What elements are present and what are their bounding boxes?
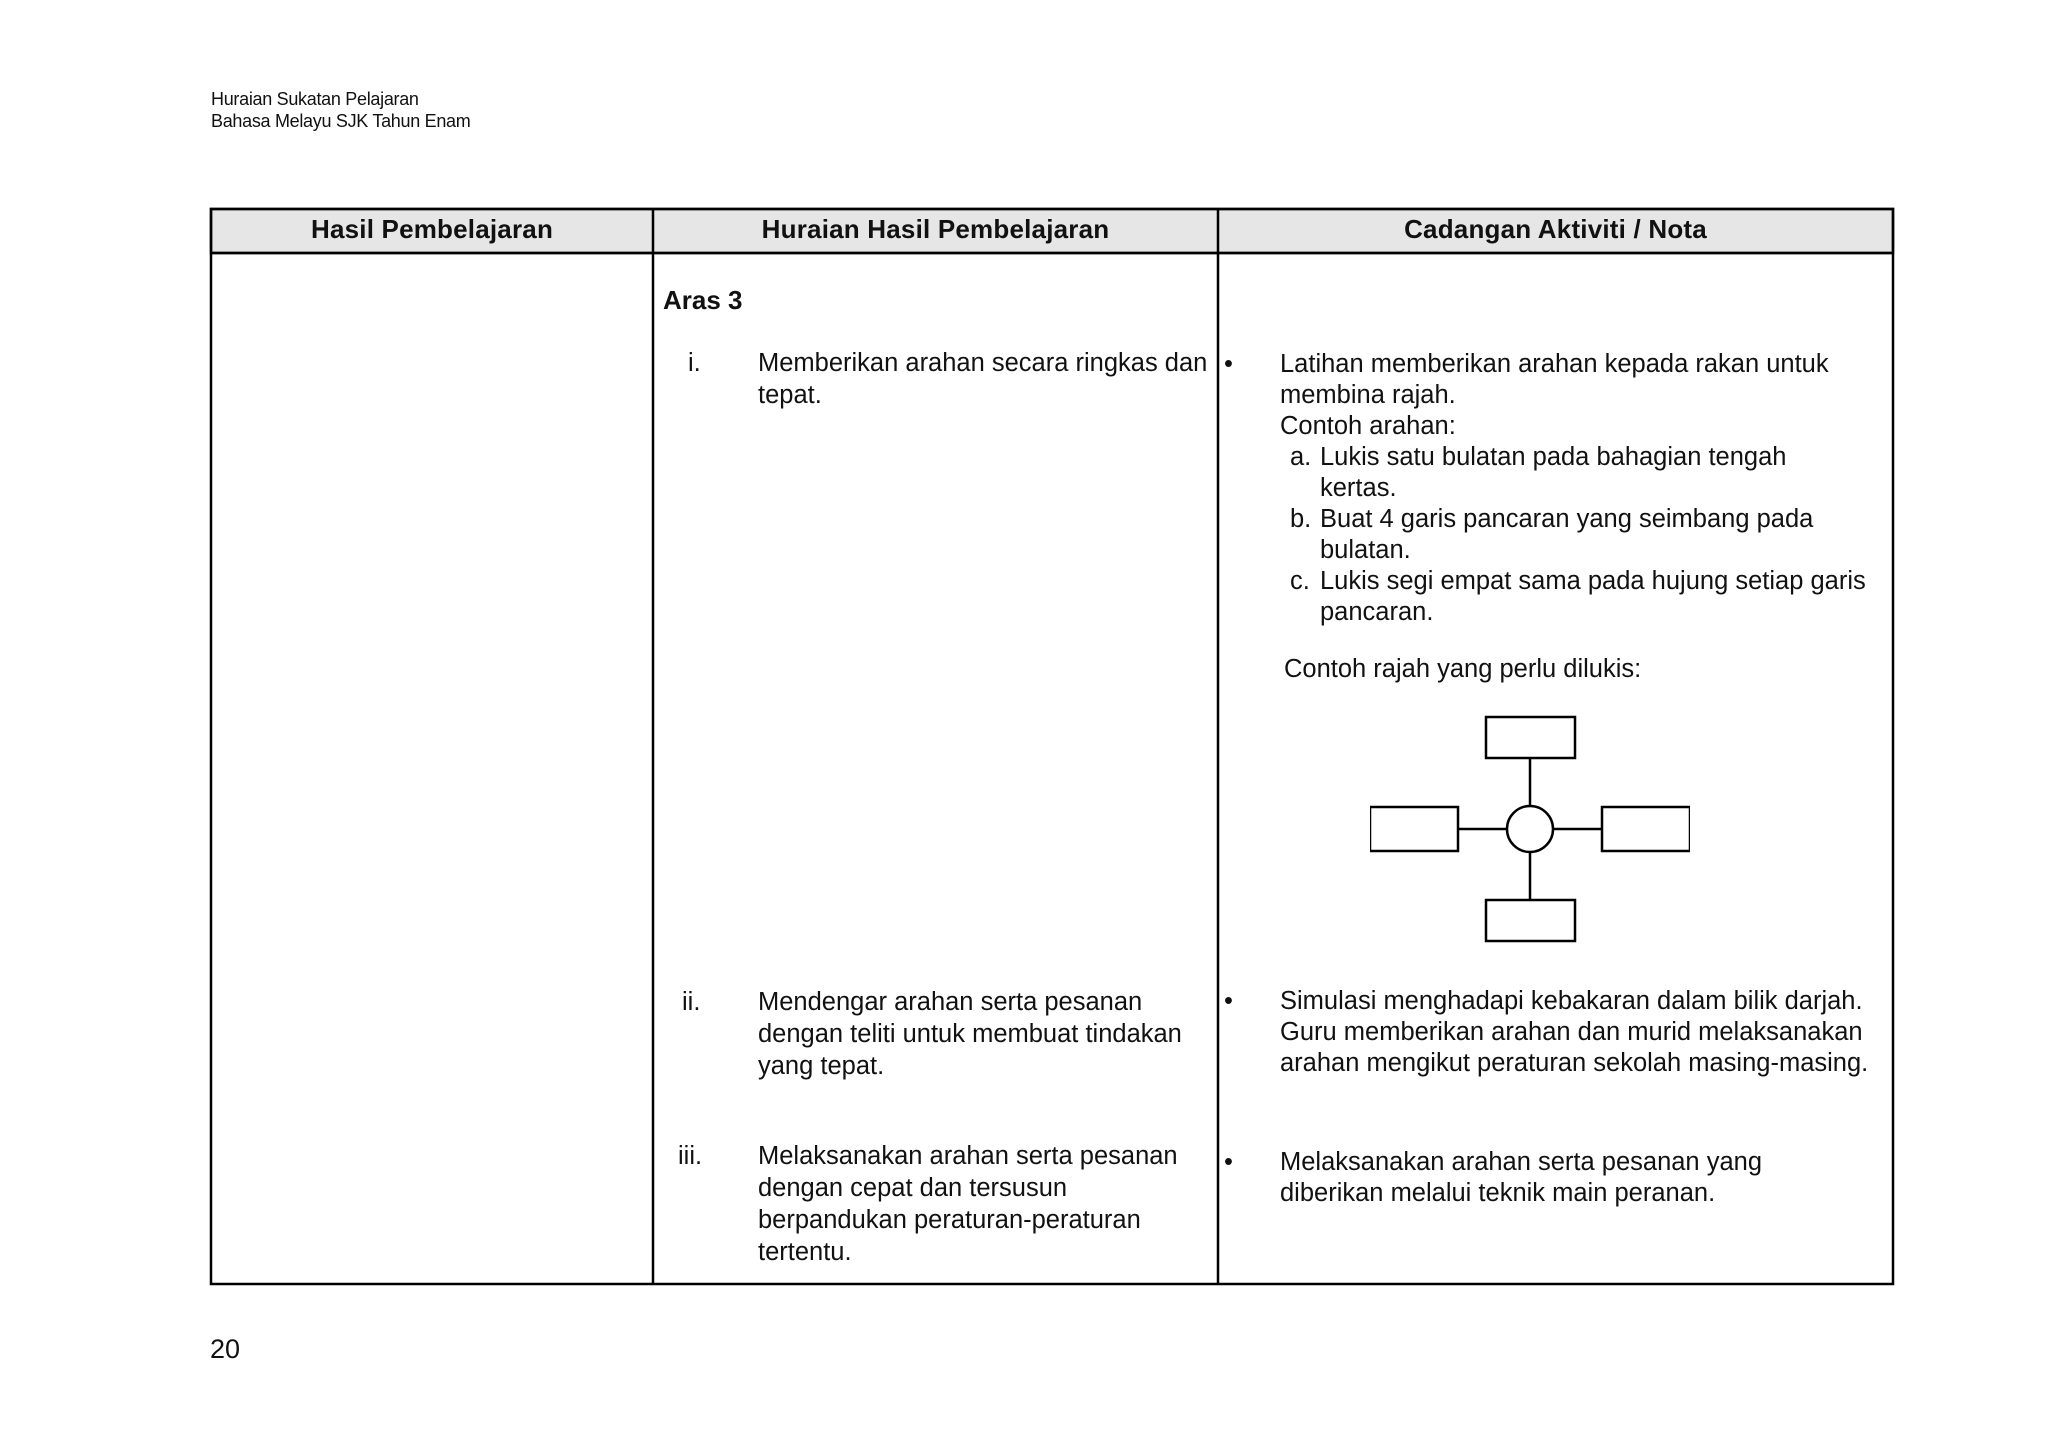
example-label: Contoh arahan: (1280, 412, 1456, 440)
instruction-letter: b. (1290, 505, 1312, 533)
instruction-item (1280, 442, 1870, 504)
item-text: Mendengar arahan serta pesanan dengan teliti untuk membuat tindakan yang tepat. (758, 988, 1182, 1080)
diagram-label: Contoh rajah yang perlu dilukis: (1284, 655, 1642, 683)
item-number: ii. (682, 988, 701, 1016)
activity-text: Latihan memberikan arahan kepada rakan untuk membina rajah. (1280, 350, 1829, 409)
activity-text: Simulasi menghadapi kebakaran dalam bilik darjah. Guru memberikan arahan dan murid melaksanakan arahan mengikut peraturan sekolah masing-masing. (1280, 987, 1869, 1077)
column-header-huraian: Huraian Hasil Pembelajaran (761, 213, 1110, 244)
activity-text: Melaksanakan arahan serta pesanan yang diberikan melalui teknik main peranan. (1280, 1148, 1762, 1207)
diagram-box-right (1602, 807, 1690, 851)
instruction-item (1280, 504, 1870, 566)
instruction-letter: c. (1290, 567, 1310, 595)
instruction-letter: a. (1290, 443, 1312, 471)
item-text: Melaksanakan arahan serta pesanan dengan cepat dan tersusun berpandukan peraturan-peraturan tertentu. (758, 1142, 1178, 1266)
instruction-text: Lukis segi empat sama pada hujung setiap garis pancaran. (1320, 567, 1866, 626)
diagram-box-top (1486, 717, 1575, 758)
page-number: 20 (210, 1334, 241, 1364)
column-header-hasil: Hasil Pembelajaran (310, 213, 554, 244)
header-line-2: Bahasa Melayu SJK Tahun Enam (211, 111, 471, 131)
item-text: Memberikan arahan secara ringkas dan tepat. (758, 349, 1208, 409)
bullet-icon: • (1224, 350, 1233, 378)
instruction-text: Buat 4 garis pancaran yang seimbang pada bulatan. (1320, 505, 1814, 564)
bullet-icon: • (1224, 1148, 1233, 1176)
bullet-icon: • (1224, 987, 1233, 1015)
instruction-text: Lukis satu bulatan pada bahagian tengah kertas. (1320, 443, 1787, 502)
level-heading: Aras 3 (663, 285, 743, 315)
diagram-box-left (1370, 807, 1458, 851)
diagram-box-bottom (1486, 900, 1575, 941)
diagram-center-circle (1507, 806, 1553, 852)
header-line-1: Huraian Sukatan Pelajaran (211, 89, 419, 109)
example-diagram (1370, 710, 1690, 950)
instruction-item (1280, 566, 1870, 628)
column-header-cadangan: Cadangan Aktiviti / Nota (1404, 213, 1707, 244)
item-number: i. (688, 349, 701, 377)
item-number: iii. (678, 1142, 703, 1170)
instruction-list (1280, 442, 1870, 628)
